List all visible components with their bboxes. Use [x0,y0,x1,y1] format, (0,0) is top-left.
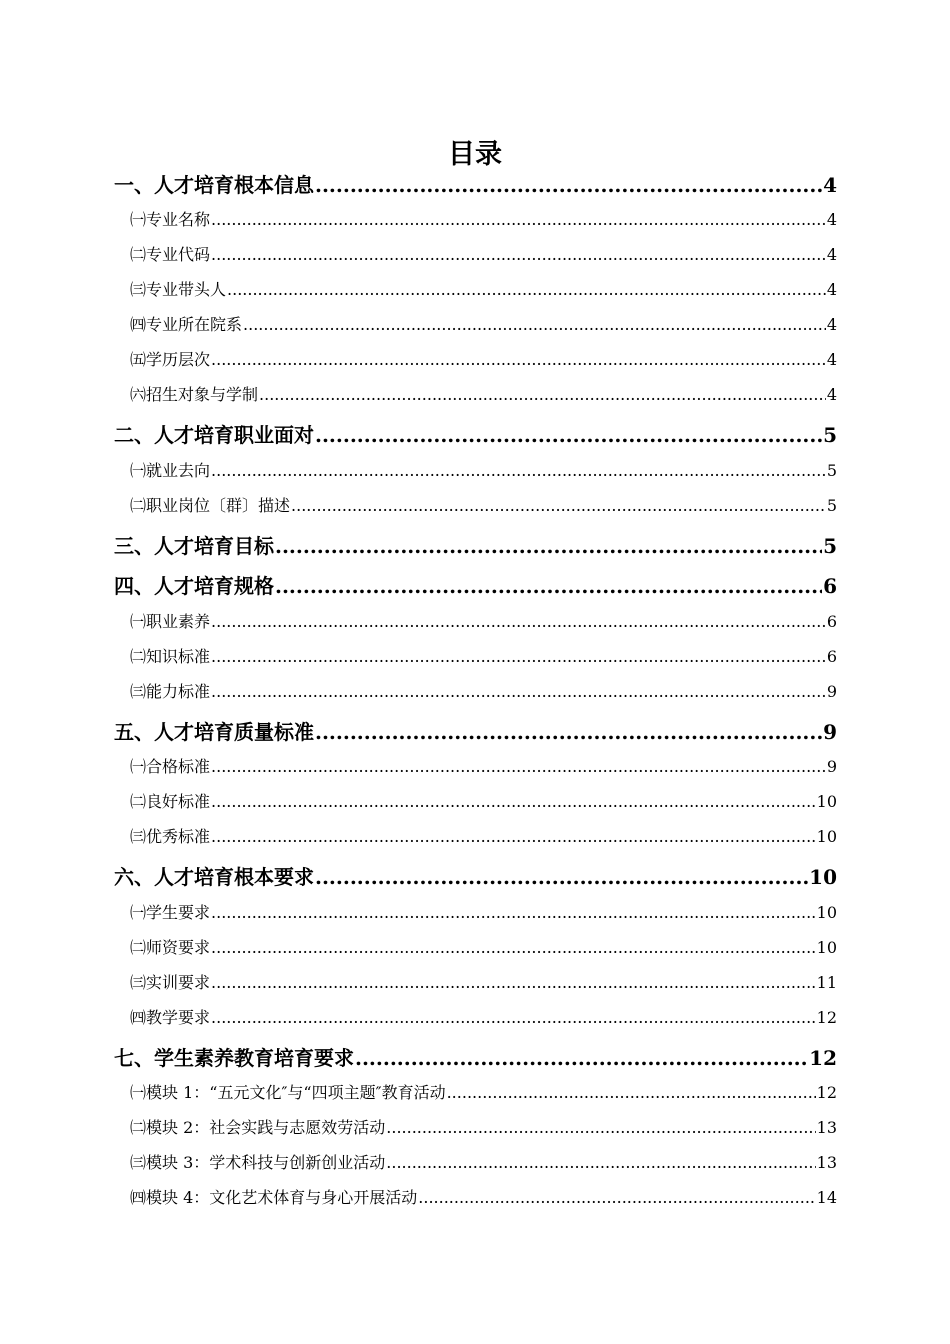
toc-page-number: 12 [816,1008,837,1027]
toc-section-entry[interactable] [114,1043,837,1073]
toc-dot-leader [418,1186,815,1210]
toc-entry-label: ㈠模块 1：“五元文化″与“四项主题″教育活动 [130,1083,446,1102]
toc-section-entry[interactable] [114,531,837,561]
toc-subsection-entry[interactable] [130,1116,837,1140]
toc-dot-leader [275,531,822,561]
toc-entry-label: ㈠合格标准 [130,757,211,776]
toc-section-entry[interactable] [114,170,837,200]
toc-dot-leader [259,383,826,407]
toc-page-number: 4 [826,385,837,404]
toc-page-number: 4 [823,173,837,197]
toc-dot-leader [211,680,826,704]
toc-dot-leader [386,1116,815,1140]
toc-page-number: 6 [823,574,837,598]
toc-dot-leader [211,243,826,267]
toc-page-number: 12 [809,1046,837,1070]
toc-title: 目录 [448,139,502,170]
toc-dot-leader [211,971,816,995]
toc-page-number: 12 [816,1083,837,1102]
toc-entry-label: ㈠学生要求 [130,903,211,922]
toc-page-number: 14 [816,1188,837,1207]
toc-section-entry[interactable] [114,571,837,601]
toc-dot-leader [275,571,822,601]
toc-page-number: 13 [816,1153,837,1172]
toc-subsection-entry[interactable] [130,825,837,849]
toc-subsection-entry[interactable] [130,971,837,995]
toc-subsection-entry[interactable] [130,208,837,232]
toc-subsection-entry[interactable] [130,383,837,407]
toc-page-number: 13 [816,1118,837,1137]
toc-page-number: 10 [816,792,837,811]
toc-dot-leader [243,313,826,337]
toc-page-number: 6 [826,647,837,666]
toc-dot-leader [386,1151,815,1175]
toc-dot-leader [211,459,826,483]
toc-subsection-entry[interactable] [130,901,837,925]
toc-page-number: 5 [826,496,837,515]
toc-dot-leader [211,348,826,372]
toc-section-entry[interactable] [114,717,837,747]
toc-entry-label: ㈢实训要求 [130,973,211,992]
toc-entry-label: ㈤学历层次 [130,350,211,369]
toc-page-number: 9 [826,757,837,776]
toc-page-number: 4 [826,280,837,299]
toc-page-number: 4 [826,210,837,229]
toc-subsection-entry[interactable] [130,313,837,337]
toc-dot-leader [447,1081,816,1105]
toc-entry-label: ㈡专业代码 [130,245,211,264]
toc-page-number: 10 [816,903,837,922]
toc-dot-leader [355,1043,808,1073]
toc-entry-label: ㈡师资要求 [130,938,211,957]
toc-page-number: 5 [826,461,837,480]
toc-dot-leader [211,790,816,814]
toc-entry-label: ㈠专业名称 [130,210,211,229]
toc-dot-leader [315,862,808,892]
toc-page-number: 9 [823,720,837,744]
toc-dot-leader [315,170,822,200]
toc-entry-label: 六、人才培育根本要求 [114,865,314,889]
toc-entry-label: 二、人才培育职业面对 [114,423,314,447]
toc-page-number: 10 [816,938,837,957]
toc-entry-label: 七、学生素养教育培育要求 [114,1046,354,1070]
toc-page-number: 5 [823,423,837,447]
toc-page-number: 4 [826,245,837,264]
toc-subsection-entry[interactable] [130,790,837,814]
toc-subsection-entry[interactable] [130,1151,837,1175]
toc-subsection-entry[interactable] [130,1006,837,1030]
toc-entry-label: ㈢专业带头人 [130,280,227,299]
toc-dot-leader [315,717,822,747]
toc-entry-label: 三、人才培育目标 [114,534,274,558]
toc-entry-label: ㈠就业去向 [130,461,211,480]
toc-page-number: 9 [826,682,837,701]
toc-dot-leader [211,825,816,849]
toc-dot-leader [211,208,826,232]
toc-dot-leader [211,645,826,669]
toc-subsection-entry[interactable] [130,936,837,960]
toc-entry-label: ㈣专业所在院系 [130,315,243,334]
toc-subsection-entry[interactable] [130,645,837,669]
toc-subsection-entry[interactable] [130,1081,837,1105]
toc-dot-leader [211,936,816,960]
toc-subsection-entry[interactable] [130,348,837,372]
toc-entry-label: ㈥招生对象与学制 [130,385,259,404]
toc-subsection-entry[interactable] [130,278,837,302]
toc-entry-label: 一、人才培育根本信息 [114,173,314,197]
toc-page-number: 4 [826,315,837,334]
toc-dot-leader [211,1006,816,1030]
toc-entry-label: ㈣模块 4：文化艺术体育与身心开展活动 [130,1188,418,1207]
toc-dot-leader [315,420,822,450]
toc-entry-label: ㈠职业素养 [130,612,211,631]
toc-entry-label: 五、人才培育质量标准 [114,720,314,744]
toc-dot-leader [291,494,826,518]
toc-subsection-entry[interactable] [130,755,837,779]
toc-page-number: 11 [816,973,837,992]
toc-page-number: 4 [826,350,837,369]
toc-dot-leader [211,610,826,634]
toc-entry-label: ㈡职业岗位〔群〕描述 [130,496,291,515]
toc-subsection-entry[interactable] [130,494,837,518]
toc-entry-label: ㈡知识标准 [130,647,211,666]
toc-entry-label: ㈢模块 3：学术科技与创新创业活动 [130,1153,386,1172]
toc-subsection-entry[interactable] [130,243,837,267]
toc-entry-label: ㈣教学要求 [130,1008,211,1027]
toc-page-number: 6 [826,612,837,631]
toc-entry-label: ㈡良好标准 [130,792,211,811]
toc-subsection-entry[interactable] [130,680,837,704]
toc-entry-label: 四、人才培育规格 [114,574,274,598]
toc-entry-label: ㈡模块 2：社会实践与志愿效劳活动 [130,1118,386,1137]
toc-entry-label: ㈢能力标准 [130,682,211,701]
toc-subsection-entry[interactable] [130,459,837,483]
toc-subsection-entry[interactable] [130,610,837,634]
toc-dot-leader [227,278,826,302]
toc-dot-leader [211,901,816,925]
toc-page-number: 10 [816,827,837,846]
toc-entry-label: ㈢优秀标准 [130,827,211,846]
toc-subsection-entry[interactable] [130,1186,837,1210]
toc-page-number: 10 [809,865,837,889]
toc-section-entry[interactable] [114,862,837,892]
toc-dot-leader [211,755,826,779]
toc-page-number: 5 [823,534,837,558]
toc-section-entry[interactable] [114,420,837,450]
